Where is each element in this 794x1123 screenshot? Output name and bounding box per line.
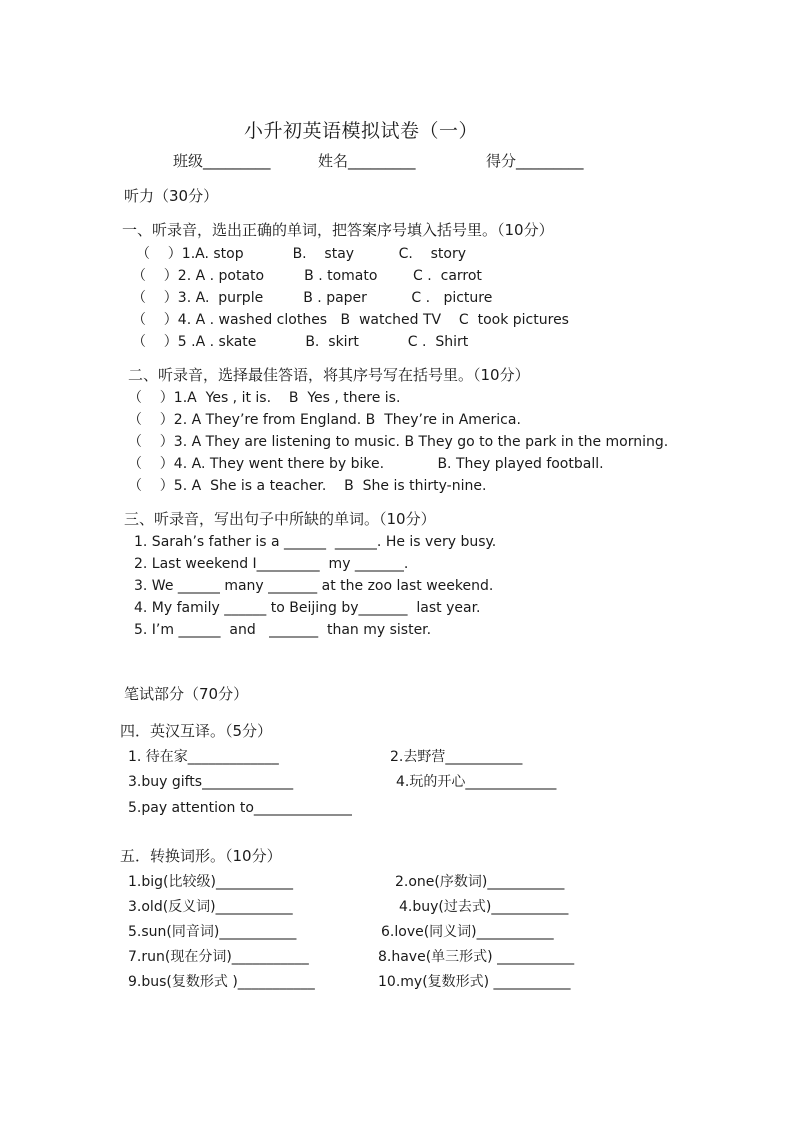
part5-heading: 五．转换词形。（10分） [120,847,282,865]
part5-item: 10.my(复数形式) ___________ [378,974,571,990]
part2-item: （ ）4. A. They went there by bike. B. They played football. [128,456,604,472]
part3-item: 2. Last weekend I_________ my _______. [134,556,409,572]
part1-item: （ ）2. A . potato B . tomato C . carrot [132,268,482,284]
part3-item: 5. I’m ______ and _______ than my sister. [134,622,432,638]
part5-item: 5.sun(同音词)___________ [128,924,297,940]
part1-heading: 一、听录音，选出正确的单词，把答案序号填入括号里。（10分） [122,221,554,239]
score-field: 得分_________ [486,152,584,170]
listening-heading: 听力（30分） [124,187,219,205]
part2-heading: 二、听录音，选择最佳答语，将其序号写在括号里。（10分） [128,366,530,384]
part4-item: 4.玩的开心_____________ [396,774,557,790]
name-field: 姓名_________ [318,152,416,170]
part5-item: 1.big(比较级)___________ [128,874,293,890]
part1-item: （ ）1.A. stop B. stay C. story [136,246,466,262]
part4-item: 3.buy gifts_____________ [128,774,294,790]
class-field: 班级_________ [173,152,271,170]
part4-item: 2.去野营___________ [390,749,523,765]
part2-item: （ ）1.A Yes , it is. B Yes , there is. [128,390,401,406]
part2-item: （ ）2. A They’re from England. B They’re in America. [128,412,521,428]
part4-heading: 四．英汉互译。（5分） [120,722,273,740]
part2-item: （ ）5. A She is a teacher. B She is thirty-nine. [128,478,487,494]
exam-title: 小升初英语模拟试卷（一） [244,120,479,142]
part5-item: 6.love(同义词)___________ [381,924,554,940]
part5-item: 2.one(序数词)___________ [395,874,565,890]
part5-item: 9.bus(复数形式 )___________ [128,974,315,990]
part5-item: 8.have(单三形式) ___________ [378,949,575,965]
part3-item: 3. We ______ many _______ at the zoo last weekend. [134,578,494,594]
part3-heading: 三、听录音，写出句子中所缺的单词。（10分） [124,510,436,528]
part3-item: 4. My family ______ to Beijing by_______ last year. [134,600,481,616]
part4-item: 5.pay attention to______________ [128,800,352,816]
part1-item: （ ）5 .A . skate B. skirt C . Shirt [132,334,469,350]
part5-item: 7.run(现在分词)___________ [128,949,309,965]
part1-item: （ ）3. A. purple B . paper C . picture [132,290,493,306]
part3-item: 1. Sarah’s father is a ______ ______. He is very busy. [134,534,497,550]
part5-item: 4.buy(过去式)___________ [399,899,569,915]
written-heading: 笔试部分（70分） [124,685,249,703]
part5-item: 3.old(反义词)___________ [128,899,293,915]
part1-item: （ ）4. A . washed clothes B watched TV C took pictures [132,312,569,328]
part2-item: （ ）3. A They are listening to music. B They go to the park in the morning. [128,434,669,450]
part4-item: 1. 待在家_____________ [128,749,279,765]
